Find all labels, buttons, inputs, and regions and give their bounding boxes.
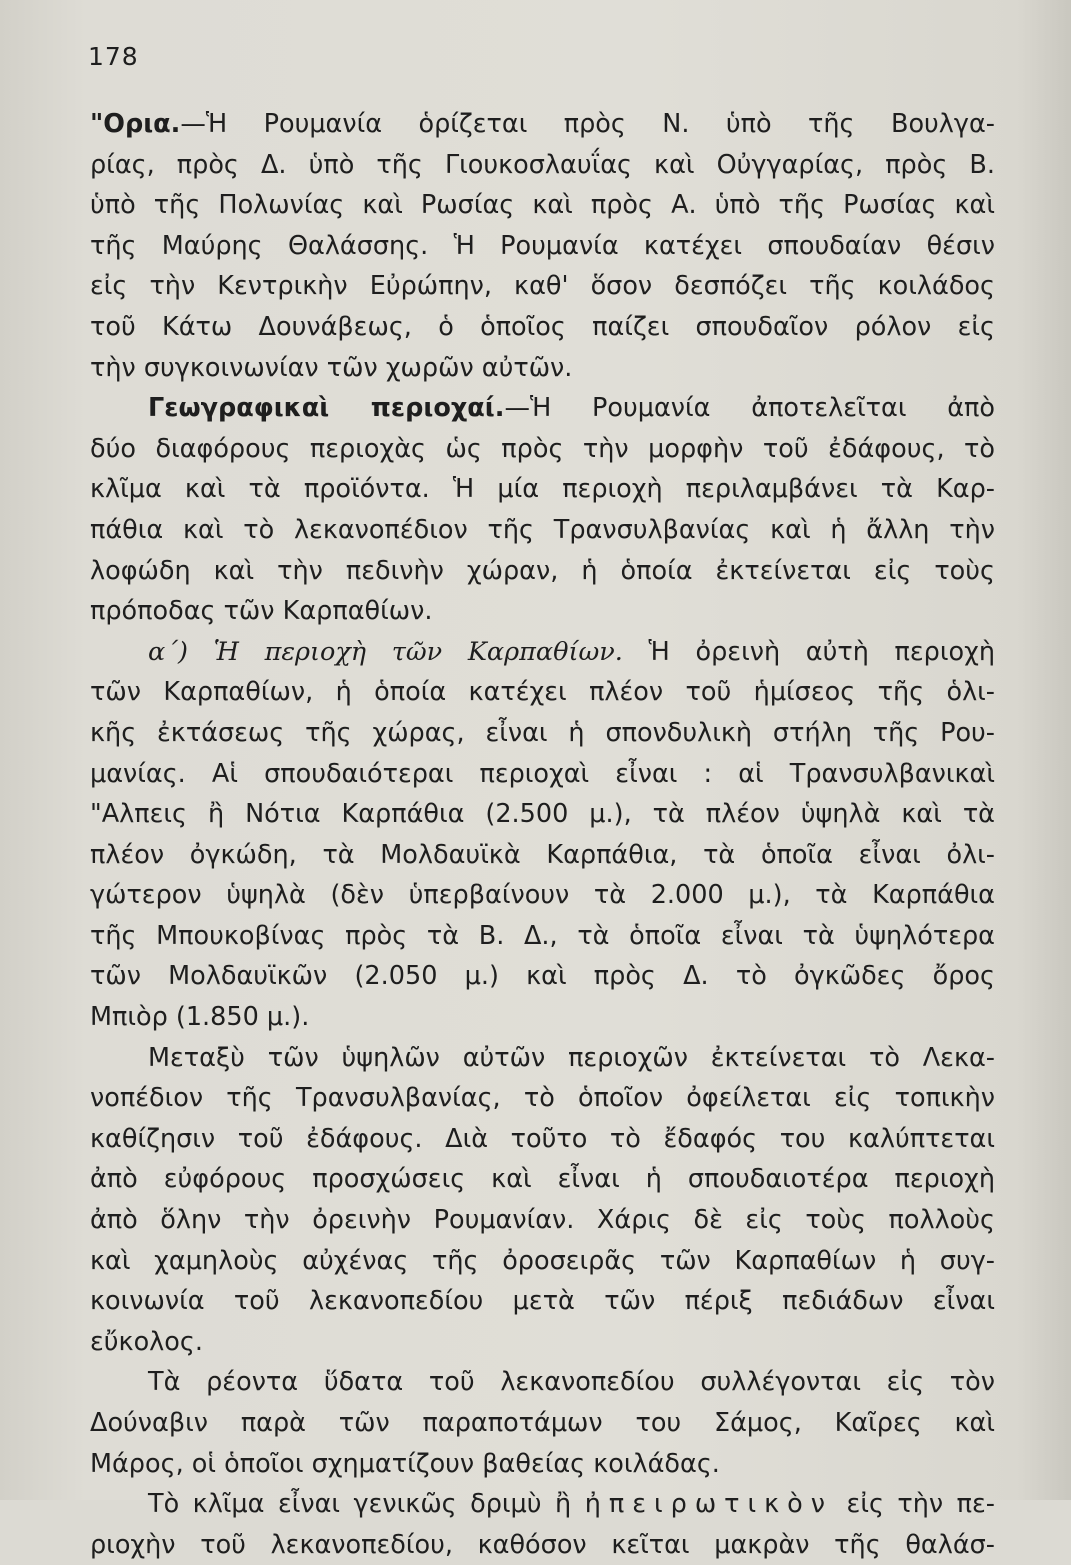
text-line: ὑπὸ τῆς Πολωνίας καὶ Ρωσίας καὶ πρὸς Α. ὑπὸ τῆς Ρωσίας καὶ: [90, 190, 995, 221]
text-line: Δούναβιν παρὰ τῶν παραποτάμων του Σάμος, Καῖρες καὶ: [90, 1408, 995, 1438]
text-line: ρίας, πρὸς Δ. ὑπὸ τῆς Γιουκοσλαυΐας καὶ Οὐγγαρίας, πρὸς Β.: [90, 149, 995, 180]
text-line: ριοχὴν τοῦ λεκανοπεδίου, καθόσον κεῖται μακρὰν τῆς θαλάσ-: [90, 1529, 995, 1560]
text-line: ἀπὸ εὐφόρους προσχώσεις καὶ εἶναι ἡ σπουδαιοτέρα περιοχὴ: [90, 1164, 995, 1195]
text-line: "Αλπεις ἢ Νότια Καρπάθια (2.500 μ.), τὰ πλέον ὑψηλὰ καὶ τὰ: [90, 799, 995, 830]
text-line: καὶ χαμηλοὺς αὐχένας τῆς ὀροσειρᾶς τῶν Καρπαθίων ἡ συγ-: [90, 1245, 995, 1276]
text-line: γώτερον ὑψηλὰ (δὲν ὑπερβαίνουν τὰ 2.000 μ.), τὰ Καρπάθια: [90, 880, 995, 911]
text-line: Μεταξὺ τῶν ὑψηλῶν αὐτῶν περιοχῶν ἐκτείνεται τὸ Λεκα-: [148, 1042, 995, 1073]
section-heading: Γεωγραφικαὶ περιοχαί.: [148, 393, 505, 424]
text-line: Μπιὸρ (1.850 μ.).: [90, 1002, 310, 1033]
emphasized-word: ἠπειρωτικὸν: [584, 1489, 834, 1520]
text-line: λοφώδη καὶ τὴν πεδινὴν χώραν, ἡ ὁποία ἐκτείνεται εἰς τοὺς: [90, 555, 995, 586]
text-line: κῆς ἐκτάσεως τῆς χώρας, εἶναι ἡ σπονδυλικὴ στήλη τῆς Ρου-: [90, 717, 995, 748]
text-line: ἀπὸ ὅλην τὴν ὀρεινὴν Ρουμανίαν. Χάρις δὲ εἰς τοὺς πολλοὺς: [90, 1205, 995, 1236]
text-line: κλῖμα καὶ τὰ προϊόντα. Ἡ μία περιοχὴ περιλαμβάνει τὰ Καρ-: [90, 474, 995, 505]
text-line: "Ορια.—Ἡ Ρουμανία ὁρίζεται πρὸς Ν. ὑπὸ τῆς Βουλγα-: [90, 109, 995, 139]
section-heading: "Ορια.: [90, 109, 181, 139]
subsection-heading: α΄) Ἡ περιοχὴ τῶν Καρπαθίων.: [148, 636, 623, 667]
text-line: τῶν Μολδαυϊκῶν (2.050 μ.) καὶ πρὸς Δ. τὸ ὀγκῶδες ὄρος: [90, 961, 995, 992]
text-line: εὔκολος.: [90, 1326, 203, 1357]
text-line: πάθια καὶ τὸ λεκανοπέδιον τῆς Τρανσυλβανίας καὶ ἡ ἄλλη τὴν: [90, 514, 995, 545]
text-line: πρόποδας τῶν Καρπαθίων.: [90, 596, 433, 627]
text-line: α΄) Ἡ περιοχὴ τῶν Καρπαθίων. Ἡ ὀρεινὴ αὐτὴ περιοχὴ: [148, 636, 995, 667]
text-line: μανίας. Αἱ σπουδαιότεραι περιοχαὶ εἶναι : αἱ Τρανσυλβανικαὶ: [90, 758, 995, 789]
text-line: νοπέδιον τῆς Τρανσυλβανίας, τὸ ὁποῖον ὀφείλεται εἰς τοπικὴν: [90, 1083, 995, 1114]
text-line: κοινωνία τοῦ λεκανοπεδίου μετὰ τῶν πέριξ πεδιάδων εἶναι: [90, 1286, 995, 1317]
page-number: 178: [88, 42, 139, 71]
body-text: [90, 104, 995, 1565]
text-line: τῶν Καρπαθίων, ἡ ὁποία κατέχει πλέον τοῦ ἡμίσεος τῆς ὁλι-: [90, 677, 995, 708]
text-line: καθίζησιν τοῦ ἐδάφους. Διὰ τοῦτο τὸ ἔδαφός του καλύπτεται: [90, 1123, 995, 1154]
text-line: τῆς Μπουκοβίνας πρὸς τὰ Β. Δ., τὰ ὁποῖα εἶναι τὰ ὑψηλότερα: [90, 920, 995, 951]
text-line: τοῦ Κάτω Δουνάβεως, ὁ ὁποῖος παίζει σπουδαῖον ρόλον εἰς: [90, 311, 995, 342]
text-line: τῆς Μαύρης Θαλάσσης. Ἡ Ρουμανία κατέχει σπουδαίαν θέσιν: [90, 230, 995, 261]
text-line: τὴν συγκοινωνίαν τῶν χωρῶν αὐτῶν.: [90, 352, 573, 383]
text-line: Μάρος, οἱ ὁποῖοι σχηματίζουν βαθείας κοιλάδας.: [90, 1448, 720, 1479]
text-line: Τὸ κλῖμα εἶναι γενικῶς δριμὺ ἢ ἠπειρωτικὸν εἰς τὴν πε-: [148, 1489, 996, 1520]
text-line: Γεωγραφικαὶ περιοχαί.—Ἡ Ρουμανία ἀποτελεῖται ἀπὸ: [148, 393, 995, 424]
text-line: εἰς τὴν Κεντρικὴν Εὐρώπην, καθ' ὅσον δεσπόζει τῆς κοιλάδος: [90, 271, 995, 302]
text-line: δύο διαφόρους περιοχὰς ὡς πρὸς τὴν μορφὴν τοῦ ἐδάφους, τὸ: [90, 433, 995, 464]
text-line: πλέον ὀγκώδη, τὰ Μολδαυϊκὰ Καρπάθια, τὰ ὁποῖα εἶναι ὀλι-: [90, 839, 995, 870]
text-line: Τὰ ρέοντα ὕδατα τοῦ λεκανοπεδίου συλλέγονται εἰς τὸν: [148, 1367, 995, 1398]
